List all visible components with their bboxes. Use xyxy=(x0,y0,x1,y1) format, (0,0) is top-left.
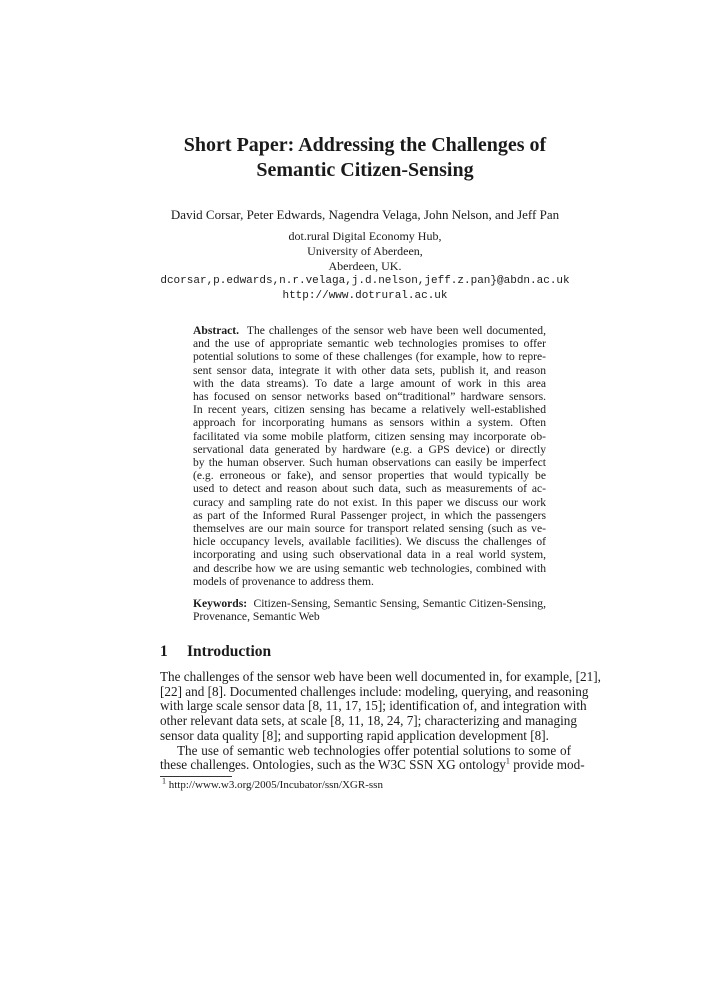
footnote-text: http://www.w3.org/2005/Incubator/ssn/XGR-ssn xyxy=(168,779,383,791)
line-text: themselves are our main source for transport related sensing (such as ve- xyxy=(193,522,546,536)
line-text: The use of semantic web technologies offer potential solutions to some of xyxy=(177,742,571,758)
line-text: potential solutions to some of these challenges (for example, how to repre- xyxy=(193,350,546,364)
text-line xyxy=(160,669,601,685)
line-text: hicle occupancy levels, available facilities). We discuss the challenges of xyxy=(193,535,546,549)
text-line xyxy=(193,522,546,535)
affiliation xyxy=(0,229,707,304)
section-number: 1 xyxy=(160,643,168,660)
line-text: and the use of appropriate semantic web technologies promises to offer xyxy=(193,337,546,351)
text-line xyxy=(193,496,546,509)
affiliation-line: University of Aberdeen, xyxy=(307,244,423,258)
line-text: models of provenance to address them. xyxy=(193,574,374,588)
line-text: In recent years, citizen sensing has became a relatively well-established xyxy=(193,403,546,417)
emails: dcorsar,p.edwards,n.r.velaga,j.d.nelson,jeff.z.pan}@abdn.ac.uk xyxy=(160,275,570,287)
text-line xyxy=(160,729,571,744)
footnote-ref: 1 xyxy=(505,756,510,766)
text-line xyxy=(193,443,546,456)
text-line xyxy=(193,416,546,429)
footnote-mark: 1 xyxy=(162,776,166,786)
paragraph-label: Abstract. xyxy=(193,324,240,337)
paper-title xyxy=(0,133,707,183)
line-text: as part of the Informed Rural Passenger project, in which the passengers xyxy=(193,508,546,522)
affiliation-line: dot.rural Digital Economy Hub, xyxy=(288,229,442,243)
line-text: facilitated via some mobile platform, citizen sensing may incorporate ob- xyxy=(193,429,546,443)
text-line xyxy=(193,610,546,623)
text-line xyxy=(193,377,546,390)
text-line xyxy=(160,713,577,729)
section-title: Introduction xyxy=(187,643,272,660)
text-line xyxy=(160,683,589,700)
text-line xyxy=(193,548,546,561)
line-text: servational data generated by hardware (e.g. a GPS device) or directly xyxy=(193,442,546,456)
line-text: by the human observer. Such human observations can easily be imperfect xyxy=(193,456,546,470)
footnote xyxy=(162,776,383,792)
title-line: Semantic Citizen-Sensing xyxy=(256,159,474,181)
line-text: these challenges. Ontologies, such as the W3C SSN XG ontology xyxy=(160,757,506,773)
line-text: sent sensor data, integrate it with other data sets, publish it, and reason xyxy=(193,363,546,377)
text-line xyxy=(193,430,546,443)
section-heading xyxy=(160,642,271,661)
text-line xyxy=(193,469,546,482)
text-line xyxy=(160,698,587,714)
line-text: (e.g. erroneous or fake), and sensor properties that would typically be xyxy=(193,469,546,483)
text-line xyxy=(193,350,546,363)
paragraph-label: Keywords: xyxy=(193,597,248,610)
line-text: incorporating and using such observational data in a real world system, xyxy=(193,548,546,562)
abstract xyxy=(193,324,546,588)
text-line xyxy=(193,535,546,548)
keywords xyxy=(193,597,546,623)
line-text: other relevant data sets, at scale [8, 11, 18, 24, 7]; characterizing and managing xyxy=(160,713,577,729)
text-line xyxy=(193,390,546,403)
introduction-body xyxy=(160,669,601,773)
line-text: The challenges of the sensor web have been well documented, xyxy=(246,324,547,337)
line-text: Citizen-Sensing, Semantic Sensing, Semantic Citizen-Sensing, xyxy=(253,597,547,610)
affiliation-line: Aberdeen, UK. xyxy=(328,259,402,273)
line-text: sensor data quality [8]; and supporting rapid application development [8]. xyxy=(160,727,549,743)
line-text: with large scale sensor data [8, 11, 17, 15]; identification of, and integration with xyxy=(160,698,587,714)
line-text: has focused on sensor networks based on“traditional” hardware sensors. xyxy=(193,390,546,404)
text-line xyxy=(193,456,546,469)
line-text: approach for incorporating humans as sensors within a system. Often xyxy=(193,416,546,430)
line-text: provide mod- xyxy=(509,757,585,773)
text-line xyxy=(193,403,546,416)
text-line xyxy=(193,482,546,495)
text-line xyxy=(193,364,546,377)
text-line xyxy=(193,597,546,610)
text-line xyxy=(193,575,546,588)
authors: David Corsar, Peter Edwards, Nagendra Velaga, John Nelson, and Jeff Pan xyxy=(170,207,560,222)
footnote-rule xyxy=(160,776,232,777)
line-text: used to detect and reason about such data, such as measurements of ac- xyxy=(193,482,546,496)
line-text: Provenance, Semantic Web xyxy=(193,610,320,624)
text-line xyxy=(160,756,585,773)
text-line xyxy=(193,324,546,337)
line-text: The challenges of the sensor web have been well documented in, for example, [21], xyxy=(160,669,601,684)
line-text: curacy and sampling rate do not exist. In this paper we discuss our work xyxy=(193,495,546,509)
text-line xyxy=(193,562,546,575)
line-text: and describe how we are using semantic web technologies, combined with xyxy=(193,561,546,575)
url: http://www.dotrural.ac.uk xyxy=(282,290,448,302)
title-line: Short Paper: Addressing the Challenges of xyxy=(183,134,547,156)
text-line xyxy=(193,337,546,350)
text-line xyxy=(193,509,546,522)
line-text: with the data streams). To date a large amount of work in this area xyxy=(193,376,546,390)
line-text: [22] and [8]. Documented challenges include: modeling, querying, and reasoning xyxy=(160,683,589,699)
